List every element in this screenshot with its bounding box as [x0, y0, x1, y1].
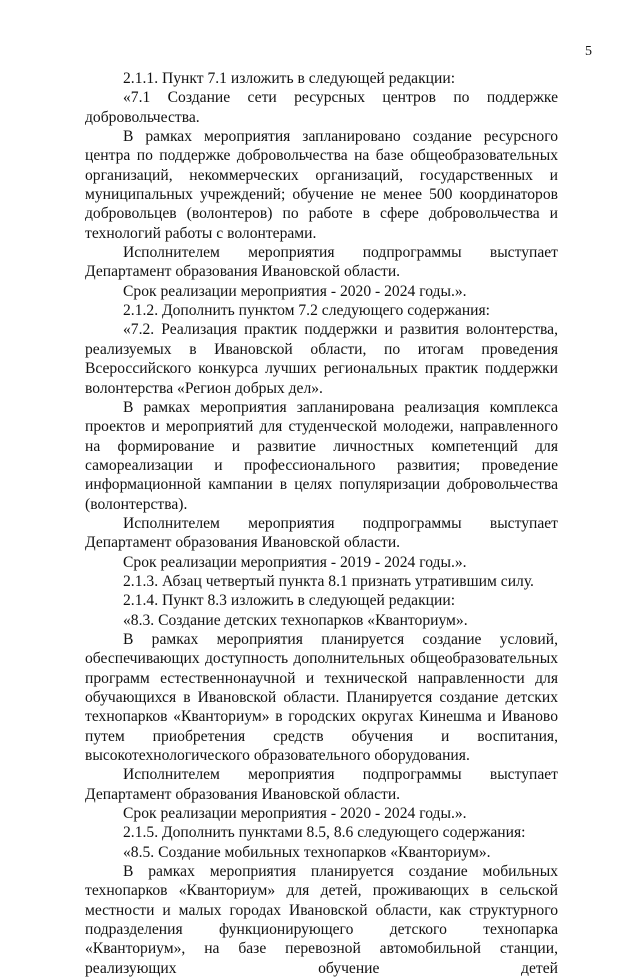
paragraph-7-1-title: «7.1 Создание сети ресурсных центров по поддержке добровольчества.: [85, 89, 558, 126]
paragraph-8-3-title: «8.3. Создание детских технопарков «Кванториум».: [123, 611, 468, 629]
paragraph-7-2-executor: Исполнителем мероприятия подпрограммы выступает Департамент образования Ивановской области.: [85, 514, 558, 552]
paragraph-2-1-5-heading: 2.1.5. Дополнить пунктами 8.5, 8.6 следующего содержания:: [123, 824, 526, 842]
paragraph-8-3-term: Срок реализации мероприятия - 2020 - 2024 годы.».: [123, 805, 467, 823]
paragraph-2-1-2-heading: 2.1.2. Дополнить пунктом 7.2 следующего содержания:: [123, 302, 491, 320]
paragraph-2-1-1-heading: 2.1.1. Пункт 7.1 изложить в следующей редакции:: [123, 70, 456, 87]
paragraph-2-1-4-heading: 2.1.4. Пункт 8.3 изложить в следующей редакции:: [123, 592, 456, 610]
paragraph-7-2-title: «7.2. Реализация практик поддержки и развития волонтерства, реализуемых в Ивановской области, по итогам проведения Всероссийского конкурса лучших региональных практик поддержки волонтерства «Регион добрых дел».: [85, 321, 558, 397]
paragraph-8-5-body: В рамках мероприятия планируется создание мобильных технопарков «Кванториум» для детей, проживающих в сельской местности и малых городах Ивановской области, как структурного подразделения функционирующего детского технопарка «Кванториум», на базе перевозной автомобильной станции, реализующих обучение детей: [85, 863, 558, 977]
paragraph-7-2-term: Срок реализации мероприятия - 2019 - 2024 годы.».: [123, 553, 467, 571]
document-body: [85, 69, 558, 978]
page-number: 5: [585, 44, 592, 59]
paragraph-7-1-executor: Исполнителем мероприятия подпрограммы выступает Департамент образования Ивановской области.: [85, 244, 558, 281]
paragraph-8-3-executor: Исполнителем мероприятия подпрограммы выступает Департамент образования Ивановской области.: [85, 766, 558, 803]
paragraph-7-1-body: В рамках мероприятия запланировано создание ресурсного центра по поддержке добровольчества на базе общеобразовательных организаций, некоммерческих организаций, государственных и муниципальных учреждений; обучение не менее 500 координаторов добровольцев (волонтеров) по работе в сфере добровольчества и технологий работы с волонтерами.: [85, 128, 558, 242]
paragraph-7-2-body: В рамках мероприятия запланирована реализация комплекса проектов и мероприятий для студенческой молодежи, направленного на формирование и развитие личностных компетенций для самореализации и профессионального развития; проведение информационной кампании в целях популяризации добровольчества (волонтерства).: [85, 398, 558, 513]
paragraph-8-5-title: «8.5. Создание мобильных технопарков «Кванториум».: [123, 843, 491, 861]
paragraph-2-1-3: 2.1.3. Абзац четвертый пункта 8.1 признать утратившим силу.: [123, 572, 534, 590]
paragraph-7-1-term: Срок реализации мероприятия - 2020 - 2024 годы.».: [123, 282, 467, 300]
paragraph-8-3-body: В рамках мероприятия планируется создание условий, обеспечивающих доступность дополнительных общеобразовательных программ естественнонаучной и технической направленности для обучающихся в Ивановской области. Планируется создание детских технопарков «Кванториум» в городских округах Кинешма и Иваново путем приобретения средств обучения и воспитания, высокотехнологического образовательного оборудования.: [85, 630, 558, 765]
